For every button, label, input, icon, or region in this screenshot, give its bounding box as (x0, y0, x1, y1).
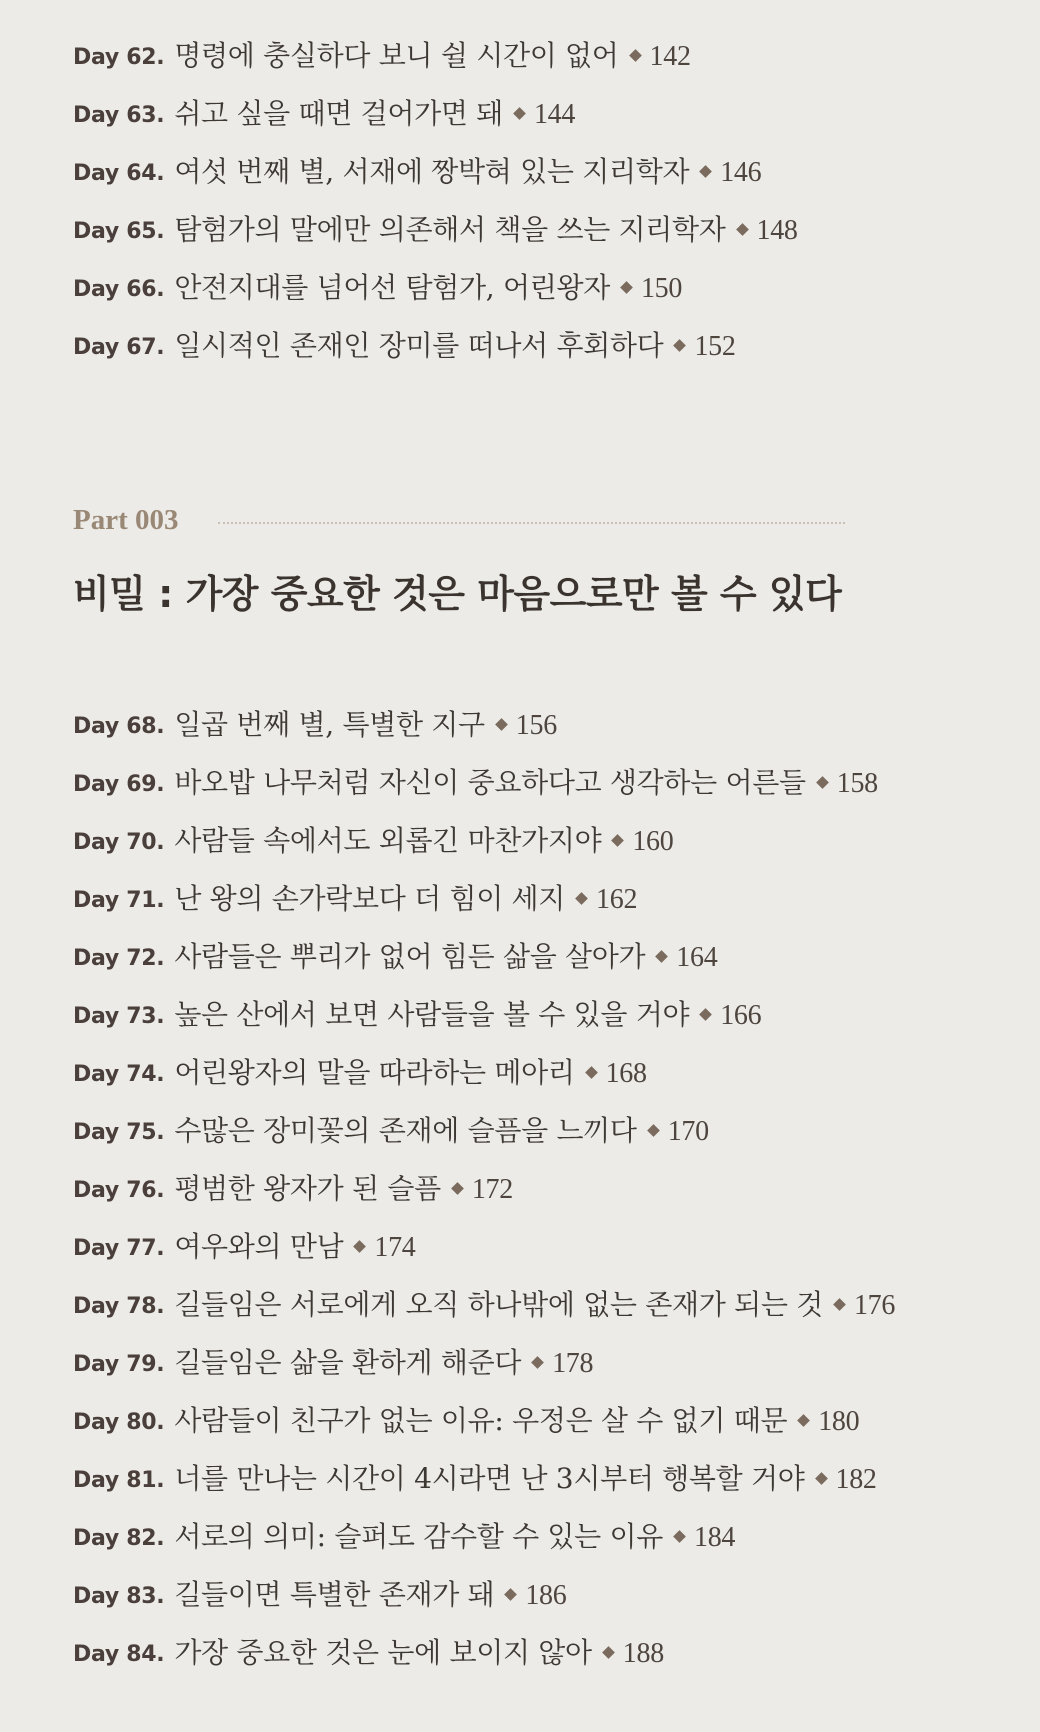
entry-title: 평범한 왕자가 된 슬픔 (174, 1172, 441, 1205)
part-label: Part 003 (73, 504, 179, 536)
diamond-bullet-icon (585, 1066, 598, 1079)
diamond-bullet-icon (451, 1182, 464, 1195)
day-number: Day 73. (73, 1004, 165, 1029)
day-number: Day 80. (73, 1410, 165, 1435)
toc-entry-day-68 (73, 705, 557, 745)
day-number: Day 64. (73, 161, 165, 186)
day-number: Day 70. (73, 830, 165, 855)
entry-title: 쉬고 싶을 때면 걸어가면 돼 (174, 97, 503, 130)
page-number: 170 (667, 1116, 709, 1147)
day-number: Day 67. (73, 335, 165, 360)
entry-title: 안전지대를 넘어선 탐험가, 어린왕자 (174, 271, 610, 304)
toc-entry-day-72 (73, 937, 717, 977)
entry-title: 일시적인 존재인 장미를 떠나서 후회하다 (174, 329, 664, 362)
toc-entry-day-82 (73, 1517, 735, 1557)
toc-entry-day-62 (73, 36, 691, 76)
toc-entry-day-73 (73, 995, 761, 1035)
page-number: 158 (836, 768, 878, 799)
page-number: 164 (676, 942, 718, 973)
day-number: Day 82. (73, 1526, 165, 1551)
entry-title: 서로의 의미: 슬퍼도 감수할 수 있는 이유 (174, 1520, 664, 1553)
page-number: 184 (694, 1522, 736, 1553)
toc-entry-day-64 (73, 152, 761, 192)
day-number: Day 78. (73, 1294, 165, 1319)
page-number: 166 (720, 1000, 762, 1031)
diamond-bullet-icon (495, 718, 508, 731)
page-number: 182 (835, 1464, 877, 1495)
diamond-bullet-icon (699, 1008, 712, 1021)
entry-title: 여우와의 만남 (174, 1230, 344, 1263)
day-number: Day 69. (73, 772, 165, 797)
entry-title: 너를 만나는 시간이 4시라면 난 3시부터 행복할 거야 (174, 1462, 805, 1495)
diamond-bullet-icon (513, 107, 526, 120)
entry-title: 사람들이 친구가 없는 이유: 우정은 살 수 없기 때문 (174, 1404, 788, 1437)
day-number: Day 81. (73, 1468, 165, 1493)
page-number: 142 (649, 41, 691, 72)
day-number: Day 72. (73, 946, 165, 971)
page-number: 186 (525, 1580, 567, 1611)
entry-title: 높은 산에서 보면 사람들을 볼 수 있을 거야 (174, 998, 690, 1031)
diamond-bullet-icon (611, 834, 624, 847)
entry-title: 바오밥 나무처럼 자신이 중요하다고 생각하는 어른들 (174, 766, 806, 799)
page-number: 160 (632, 826, 674, 857)
toc-entry-day-84 (73, 1633, 664, 1673)
entry-title: 여섯 번째 별, 서재에 짱박혀 있는 지리학자 (174, 155, 690, 188)
page-number: 146 (720, 157, 762, 188)
diamond-bullet-icon (816, 776, 829, 789)
diamond-bullet-icon (575, 892, 588, 905)
day-number: Day 79. (73, 1352, 165, 1377)
page-number: 176 (853, 1290, 896, 1321)
diamond-bullet-icon (602, 1646, 615, 1659)
entry-title: 길들임은 서로에게 오직 하나밖에 없는 존재가 되는 것 (174, 1288, 823, 1321)
page-number: 162 (596, 884, 638, 915)
day-number: Day 62. (73, 45, 165, 70)
diamond-bullet-icon (655, 950, 668, 963)
diamond-bullet-icon (674, 339, 687, 352)
toc-entry-day-77 (73, 1227, 416, 1267)
diamond-bullet-icon (673, 1530, 686, 1543)
diamond-bullet-icon (815, 1472, 828, 1485)
toc-entry-day-71 (73, 879, 637, 919)
toc-entry-day-76 (73, 1169, 513, 1209)
day-number: Day 84. (73, 1642, 165, 1667)
day-number: Day 71. (73, 888, 165, 913)
diamond-bullet-icon (797, 1414, 810, 1427)
toc-entry-day-75 (73, 1111, 709, 1151)
diamond-bullet-icon (354, 1240, 367, 1253)
entry-title: 난 왕의 손가락보다 더 힘이 세지 (174, 882, 566, 915)
entry-title: 가장 중요한 것은 눈에 보이지 않아 (174, 1636, 592, 1669)
page-number: 172 (471, 1174, 513, 1205)
day-number: Day 83. (73, 1584, 165, 1609)
toc-entry-day-70 (73, 821, 673, 861)
day-number: Day 68. (73, 714, 165, 739)
entry-title: 사람들은 뿌리가 없어 힘든 삶을 살아가 (174, 940, 646, 973)
toc-entry-day-66 (73, 268, 682, 308)
day-number: Day 75. (73, 1120, 165, 1145)
toc-entry-day-63 (73, 94, 575, 134)
diamond-bullet-icon (647, 1124, 660, 1137)
diamond-bullet-icon (699, 165, 712, 178)
diamond-bullet-icon (531, 1356, 544, 1369)
diamond-bullet-icon (629, 49, 642, 62)
page-number: 180 (818, 1406, 860, 1437)
page-number: 178 (552, 1348, 594, 1379)
page-number: 156 (515, 710, 557, 741)
day-number: Day 76. (73, 1178, 165, 1203)
diamond-bullet-icon (504, 1588, 517, 1601)
page-number: 148 (756, 215, 798, 246)
toc-entry-day-67 (73, 326, 736, 366)
entry-title: 명령에 충실하다 보니 쉴 시간이 없어 (174, 39, 619, 72)
day-number: Day 74. (73, 1062, 165, 1087)
page-number: 150 (640, 273, 683, 304)
entry-title: 어린왕자의 말을 따라하는 메아리 (174, 1056, 575, 1089)
page-number: 152 (694, 331, 736, 362)
day-number: Day 77. (73, 1236, 165, 1261)
entry-title: 사람들 속에서도 외롭긴 마찬가지야 (174, 824, 602, 857)
toc-entry-day-80 (73, 1401, 859, 1441)
toc-entry-day-81 (73, 1459, 877, 1499)
diamond-bullet-icon (833, 1298, 846, 1311)
entry-title: 일곱 번째 별, 특별한 지구 (174, 708, 485, 741)
day-number: Day 66. (73, 277, 165, 302)
page-number: 174 (374, 1232, 416, 1263)
entry-title: 수많은 장미꽃의 존재에 슬픔을 느끼다 (174, 1114, 637, 1147)
diamond-bullet-icon (736, 223, 749, 236)
toc-entry-day-65 (73, 210, 798, 250)
day-number: Day 65. (73, 219, 165, 244)
toc-entry-day-83 (73, 1575, 566, 1615)
toc-entry-day-78 (73, 1285, 895, 1325)
part-title: 비밀 : 가장 중요한 것은 마음으로만 볼 수 있다 (73, 572, 842, 616)
toc-entry-day-69 (73, 763, 878, 803)
page-number: 168 (605, 1058, 647, 1089)
entry-title: 길들임은 삶을 환하게 해준다 (174, 1346, 522, 1379)
page-number: 144 (533, 99, 576, 130)
day-number: Day 63. (73, 103, 165, 128)
entry-title: 탐험가의 말에만 의존해서 책을 쓰는 지리학자 (174, 213, 726, 246)
entry-title: 길들이면 특별한 존재가 돼 (174, 1578, 495, 1611)
page-number: 188 (622, 1638, 664, 1669)
toc-entry-day-74 (73, 1053, 647, 1093)
diamond-bullet-icon (620, 281, 633, 294)
part-divider (218, 522, 845, 524)
toc-entry-day-79 (73, 1343, 593, 1383)
